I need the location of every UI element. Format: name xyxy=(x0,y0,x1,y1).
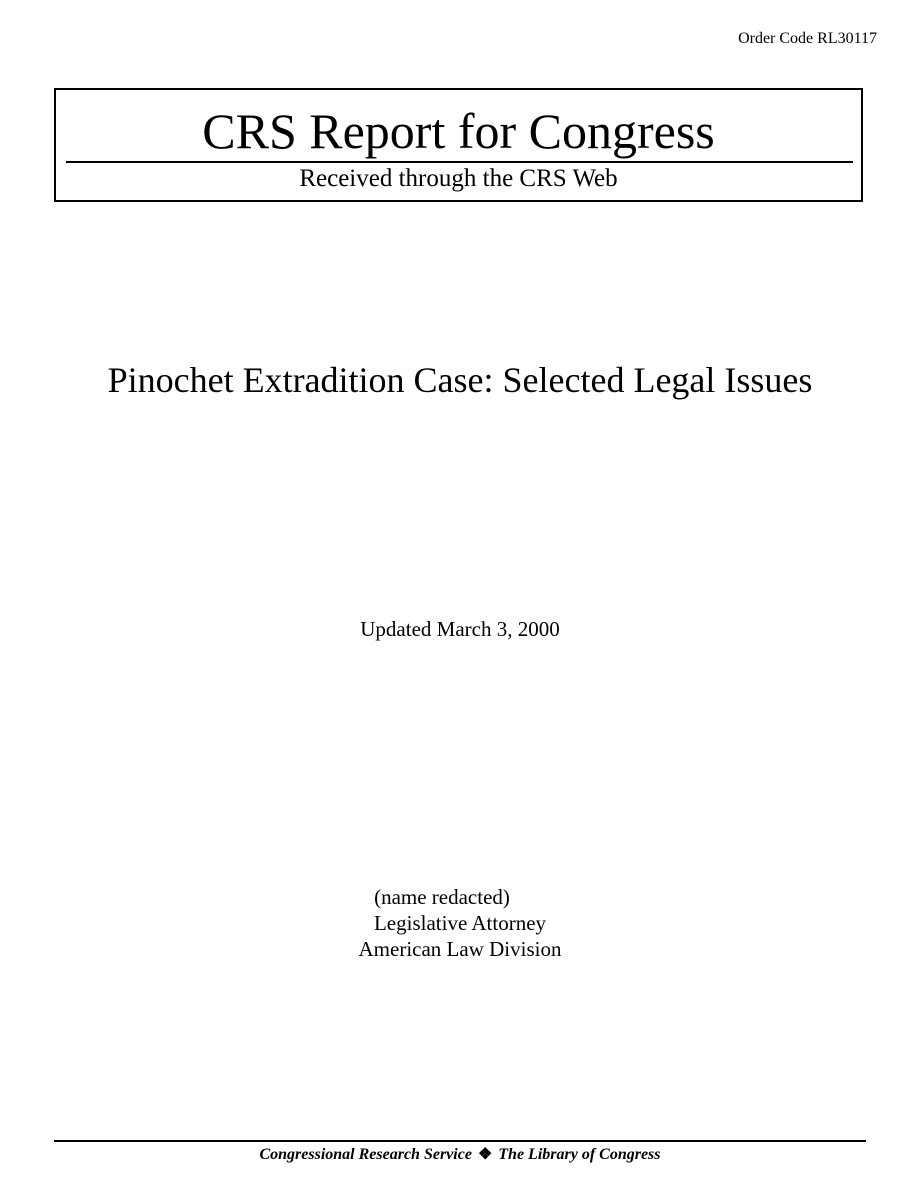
footer-publisher: Congressional Research Service xyxy=(259,1146,472,1163)
author-position: Legislative Attorney xyxy=(373,911,547,935)
report-series-subtitle: Received through the CRS Web xyxy=(299,165,618,192)
title-rule xyxy=(66,161,853,163)
footer-library: The Library of Congress xyxy=(498,1146,661,1163)
author-division: American Law Division xyxy=(358,937,562,961)
author-block xyxy=(0,884,920,962)
footer-rule xyxy=(54,1140,866,1142)
report-series-title: CRS Report for Congress xyxy=(202,103,715,159)
report-header-box xyxy=(54,88,863,202)
document-title: Pinochet Extradition Case: Selected Legal Issues xyxy=(107,360,813,400)
updated-date: Updated March 3, 2000 xyxy=(360,617,560,641)
author-name: (name redacted) xyxy=(374,885,510,909)
footer xyxy=(0,1144,920,1164)
order-code: Order Code RL30117 xyxy=(738,30,877,47)
diamond-separator-icon: ❖ xyxy=(477,1146,493,1163)
